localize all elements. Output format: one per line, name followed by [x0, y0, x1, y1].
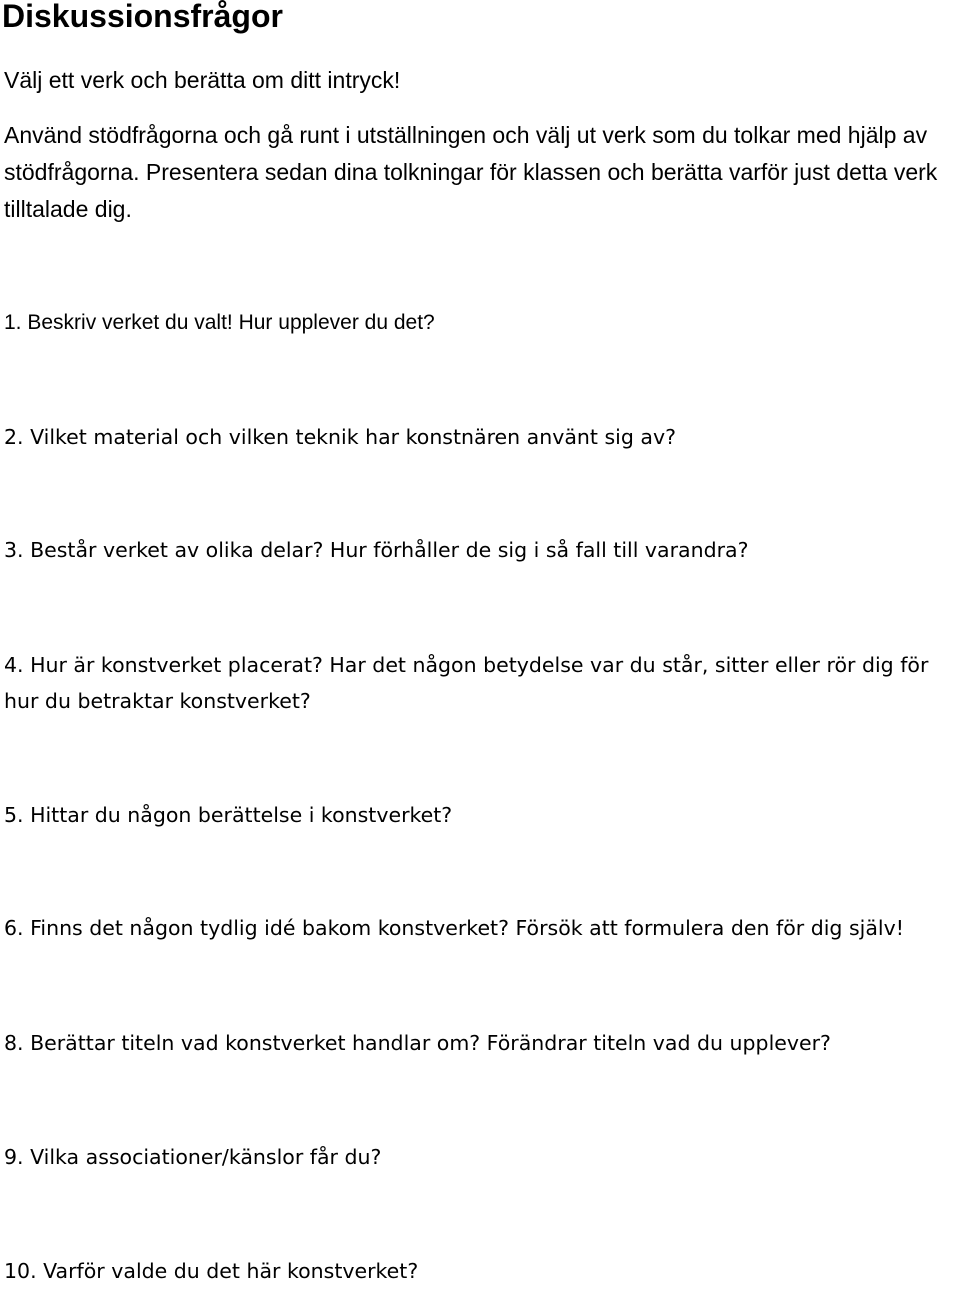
- question-5-text: 5. Hittar du någon berättelse i konstverket?: [4, 803, 453, 827]
- question-2: [4, 419, 676, 455]
- intro-prompt-text: Välj ett verk och berätta om ditt intryck!: [4, 67, 401, 93]
- question-2-text: 2. Vilket material och vilken teknik har konstnären använt sig av?: [4, 425, 676, 449]
- question-4-line: hur du betraktar konstverket?: [4, 689, 311, 713]
- intro-paragraph-line: tilltalade dig.: [4, 196, 132, 222]
- question-8: [4, 1025, 831, 1061]
- question-1: [4, 305, 435, 341]
- intro-paragraph-line: Använd stödfrågorna och gå runt i utställningen och välj ut verk som du tolkar med hjälp av: [4, 122, 928, 148]
- question-4-line: 4. Hur är konstverket placerat? Har det någon betydelse var du står, sitter eller rör dig för: [4, 653, 929, 677]
- question-4: [4, 647, 928, 719]
- question-9-text: 9. Vilka associationer/känslor får du?: [4, 1145, 382, 1169]
- question-3-text: 3. Består verket av olika delar? Hur förhåller de sig i så fall till varandra?: [4, 538, 749, 562]
- page-title: Diskussionsfrågor: [2, 0, 283, 34]
- question-6: [4, 910, 904, 946]
- intro-paragraph-line: stödfrågorna. Presentera sedan dina tolkningar för klassen och berätta varför just detta verk: [4, 159, 938, 185]
- question-8-text: 8. Berättar titeln vad konstverket handlar om? Förändrar titeln vad du upplever?: [4, 1031, 831, 1055]
- intro-prompt: [4, 62, 400, 99]
- question-5: [4, 797, 452, 833]
- intro-paragraph: [4, 117, 937, 228]
- question-6-text: 6. Finns det någon tydlig idé bakom konstverket? Försök att formulera den för dig själv!: [4, 916, 904, 940]
- question-10: [4, 1253, 418, 1289]
- question-1-text: 1. Beskriv verket du valt! Hur upplever du det?: [4, 311, 435, 334]
- question-9: [4, 1139, 381, 1175]
- question-10-text: 10. Varför valde du det här konstverket?: [4, 1259, 419, 1283]
- question-3: [4, 532, 749, 568]
